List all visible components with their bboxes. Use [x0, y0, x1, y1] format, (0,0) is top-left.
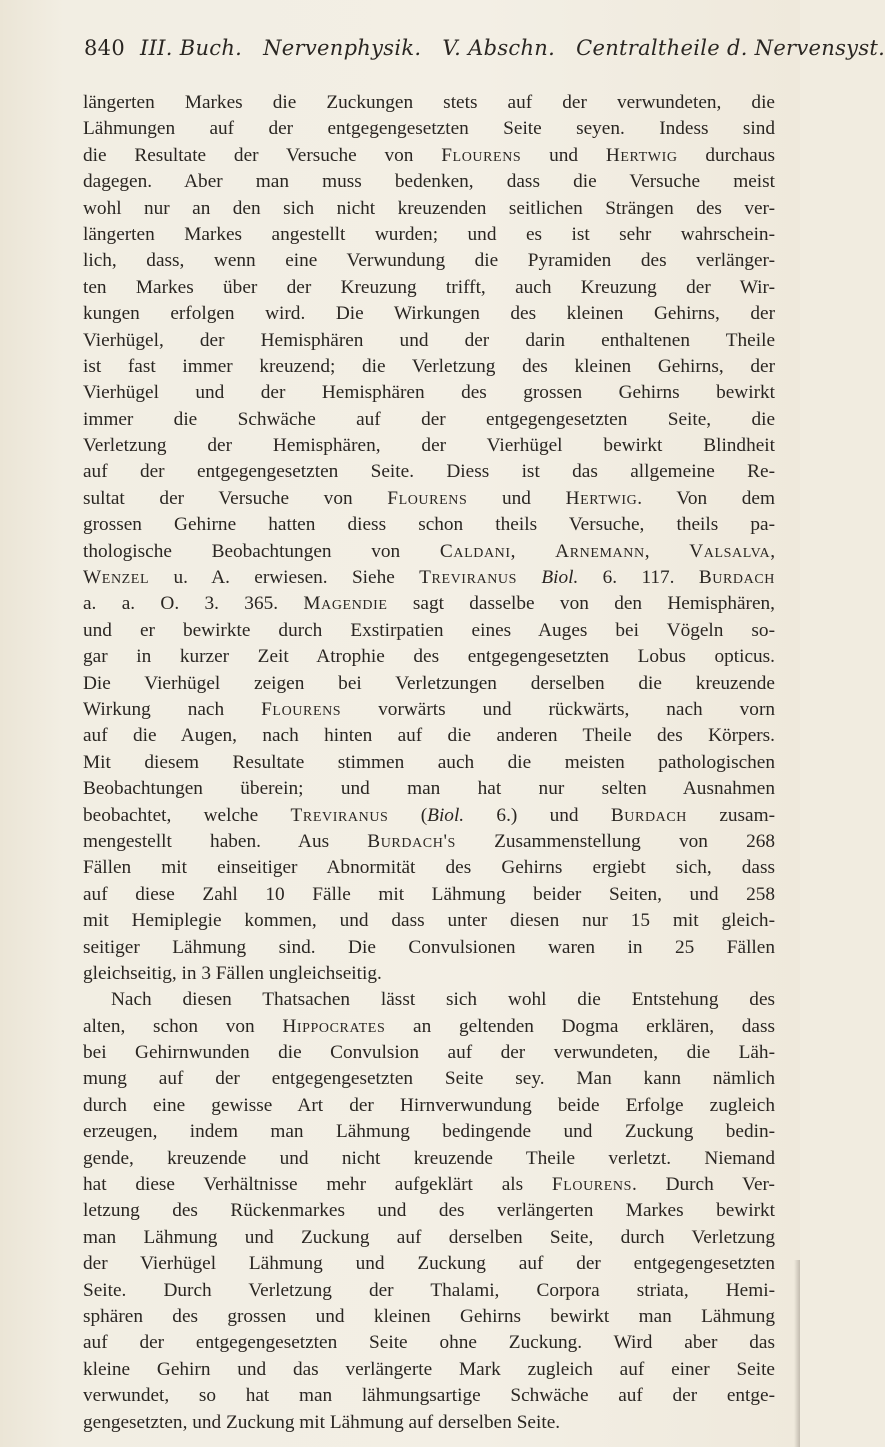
author-name: Caldani — [439, 540, 511, 562]
text-run: Die Vierhügel zeigen bei Verletzungen derselben die kreuzende — [83, 672, 775, 694]
text-run: grossen Gehirne hatten diess schon theils Versuche, theils pa- — [83, 514, 775, 536]
text-run: Beobachtungen überein; und man hat nur selten Ausnahmen — [83, 778, 775, 800]
author-name: Arnemann — [555, 540, 645, 562]
text-line — [83, 1410, 775, 1436]
text-run: gleichseitig, in 3 Fällen ungleichseitig. — [83, 962, 382, 984]
text-line — [83, 1278, 775, 1304]
text-line — [83, 803, 775, 829]
author-name: Valsalva — [689, 540, 771, 562]
text-line — [83, 618, 775, 644]
author-name: Magendie — [303, 593, 388, 615]
text-run: mung auf der entgegengesetzten Seite sey. Man kann nämlich — [83, 1068, 775, 1090]
text-run: Fällen mit einseitiger Abnormität des Gehirns ergiebt sich, dass — [83, 857, 775, 879]
text-run: zusam- — [687, 804, 776, 826]
text-line — [83, 328, 775, 354]
text-line — [83, 750, 775, 776]
text-line — [83, 1146, 775, 1172]
text-run: alten, schon von — [83, 1015, 283, 1037]
text-line — [83, 1014, 775, 1040]
text-run: beobachtet, welche — [83, 804, 291, 826]
text-run: gende, kreuzende und nicht kreuzende Theile verletzt. Niemand — [83, 1147, 775, 1169]
text-run: durchaus — [677, 144, 775, 166]
text-line — [83, 116, 775, 142]
text-line — [83, 671, 775, 697]
text-run: sphären des grossen und kleinen Gehirns bewirkt man Lähmung — [83, 1305, 775, 1327]
text-run: dagegen. Aber man muss bedenken, dass die Versuche meist — [83, 171, 775, 193]
author-name: Burdach — [610, 804, 688, 826]
text-line — [83, 275, 775, 301]
text-line — [83, 1304, 775, 1330]
text-run: thologische Beobachtungen von — [83, 540, 440, 562]
text-run: lich, dass, wenn eine Verwundung die Pyramiden des verlänger- — [83, 250, 775, 272]
text-line — [83, 1357, 775, 1383]
text-run: Vierhügel, der Hemisphären und der darin enthaltenen Theile — [83, 329, 775, 351]
text-run: erzeugen, indem man Lähmung bedingende und Zuckung bedin- — [83, 1121, 775, 1143]
text-line — [83, 1040, 775, 1066]
text-run: der Vierhügel Lähmung und Zuckung auf der entgegengesetzten — [83, 1253, 775, 1275]
author-name: Hertwig — [605, 144, 678, 166]
text-line — [83, 565, 775, 591]
text-line — [83, 961, 775, 987]
text-line — [83, 829, 775, 855]
text-line — [83, 407, 775, 433]
text-line — [83, 248, 775, 274]
text-line — [83, 1198, 775, 1224]
text-line — [83, 90, 775, 116]
text-line — [83, 433, 775, 459]
text-line — [83, 486, 775, 512]
text-run: verwundet, so hat man lähmungsartige Schwäche auf der entge- — [83, 1385, 775, 1407]
author-name: Wenzel — [83, 567, 150, 589]
text-run: , — [644, 540, 690, 562]
text-run: u. A. erwiesen. Siehe — [149, 567, 420, 589]
text-line — [83, 697, 775, 723]
author-name: Hertwig — [565, 487, 638, 509]
text-line — [83, 1383, 775, 1409]
text-run: 6. 117. — [578, 567, 699, 589]
text-run: hat diese Verhältnisse mehr aufgeklärt als — [83, 1174, 552, 1196]
text-run: mengestellt haben. Aus — [83, 830, 368, 852]
text-run: und — [521, 144, 606, 166]
text-line — [83, 1330, 775, 1356]
text-line — [83, 169, 775, 195]
author-name: Treviranus — [419, 567, 518, 589]
text-run: . Von dem — [637, 487, 775, 509]
text-run: ( — [388, 804, 428, 826]
text-run: auf der entgegengesetzten Seite. Diess ist das allgemeine Re- — [83, 461, 775, 483]
text-line — [83, 459, 775, 485]
text-line — [83, 935, 775, 961]
body-text — [83, 90, 775, 1436]
header-chapter: Centraltheile d. Nervensyst. — [576, 36, 885, 60]
text-line — [83, 882, 775, 908]
text-run: seitiger Lähmung sind. Die Convulsionen waren in 25 Fällen — [83, 936, 775, 958]
text-run: die Resultate der Versuche von — [83, 144, 442, 166]
text-run: Seite. Durch Verletzung der Thalami, Corpora striata, Hemi- — [83, 1279, 775, 1301]
text-run: , — [510, 540, 556, 562]
text-run: Verletzung der Hemisphären, der Vierhügel bewirkt Blindheit — [83, 435, 775, 457]
text-run: ten Markes über der Kreuzung trifft, auch Kreuzung der Wir- — [83, 276, 775, 298]
text-line — [83, 143, 775, 169]
text-run: letzung des Rückenmarkes und des verlängerten Markes bewirkt — [83, 1200, 775, 1222]
italic-citation: Biol. — [427, 804, 465, 826]
text-run: Vierhügel und der Hemisphären des grossen Gehirns bewirkt — [83, 382, 775, 404]
text-line — [83, 1066, 775, 1092]
author-name: Flourens — [261, 698, 342, 720]
text-run: Zusammenstellung von 268 — [455, 830, 775, 852]
author-name: Hippocrates — [282, 1015, 386, 1037]
text-run: gengesetzten, und Zuckung mit Lähmung auf derselben Seite. — [83, 1411, 561, 1433]
text-run: immer die Schwäche auf der entgegengesetzten Seite, die — [83, 408, 775, 430]
text-run: ist fast immer kreuzend; die Verletzung des kleinen Gehirns, der — [83, 355, 775, 377]
author-name: Flourens — [551, 1174, 632, 1196]
text-line — [83, 1172, 775, 1198]
text-line — [83, 1225, 775, 1251]
text-run: gar in kurzer Zeit Atrophie des entgegengesetzten Lobus opticus. — [83, 646, 775, 668]
author-name: Flourens — [441, 144, 522, 166]
text-run: längerten Markes angestellt wurden; und es ist sehr wahrschein- — [83, 223, 775, 245]
text-run: bei Gehirnwunden die Convulsion auf der verwundeten, die Läh- — [83, 1042, 775, 1064]
author-name: Burdach — [698, 567, 776, 589]
text-run: Wirkung nach — [83, 698, 262, 720]
text-line — [83, 723, 775, 749]
text-line — [83, 591, 775, 617]
text-run: kleine Gehirn und das verlängerte Mark zugleich auf einer Seite — [83, 1358, 775, 1380]
text-line — [83, 776, 775, 802]
text-run: vorwärts und rückwärts, nach vorn — [341, 698, 776, 720]
text-line — [83, 987, 775, 1013]
text-run: durch eine gewisse Art der Hirnverwundung beide Erfolge zugleich — [83, 1094, 775, 1116]
text-line — [83, 1251, 775, 1277]
text-run: Nach diesen Thatsachen lässt sich wohl die Entstehung des — [111, 989, 775, 1011]
text-run: man Lähmung und Zuckung auf derselben Seite, durch Verletzung — [83, 1226, 775, 1248]
text-line — [83, 196, 775, 222]
text-run: a. a. O. 3. 365. — [83, 593, 304, 615]
text-line — [83, 301, 775, 327]
italic-citation: Biol. — [541, 567, 579, 589]
text-run: längerten Markes die Zuckungen stets auf der verwundeten, die — [83, 92, 775, 113]
text-run: Lähmungen auf der entgegengesetzten Seite seyen. Indess sind — [83, 118, 775, 140]
text-run: auf der entgegengesetzten Seite ohne Zuckung. Wird aber das — [83, 1332, 775, 1354]
text-line — [83, 539, 775, 565]
text-line — [83, 222, 775, 248]
text-run: auf die Augen, nach hinten auf die anderen Theile des Körpers. — [83, 725, 775, 747]
text-line — [83, 1119, 775, 1145]
text-run: 6.) und — [464, 804, 611, 826]
text-line — [83, 908, 775, 934]
text-run: , — [770, 540, 776, 562]
text-run: . Durch Ver- — [631, 1174, 775, 1196]
page-edge-shadow — [794, 1260, 800, 1447]
text-run: Mit diesem Resultate stimmen auch die meisten pathologischen — [83, 751, 775, 773]
page-number: 840 — [84, 36, 125, 60]
text-line — [83, 512, 775, 538]
header-section: V. Abschn. — [442, 36, 556, 60]
text-line — [83, 855, 775, 881]
text-line — [83, 1093, 775, 1119]
running-header — [84, 36, 885, 60]
text-line — [83, 380, 775, 406]
author-name: Treviranus — [290, 804, 389, 826]
text-run: sagt dasselbe von den Hemisphären, — [387, 593, 775, 615]
text-run: wohl nur an den sich nicht kreuzenden seitlichen Strängen des ver- — [83, 197, 775, 219]
header-book: III. Buch. — [139, 36, 243, 60]
text-run: an geltenden Dogma erklären, dass — [385, 1015, 775, 1037]
author-name: Flourens — [387, 487, 468, 509]
text-run: und — [467, 487, 566, 509]
text-run: mit Hemiplegie kommen, und dass unter diesen nur 15 mit gleich- — [83, 910, 775, 932]
text-run: auf diese Zahl 10 Fälle mit Lähmung beider Seiten, und 258 — [83, 883, 775, 905]
author-name: Burdach's — [367, 830, 456, 852]
text-line — [83, 354, 775, 380]
text-run: sultat der Versuche von — [83, 487, 388, 509]
text-run: und er bewirkte durch Exstirpatien eines Auges bei Vögeln so- — [83, 619, 775, 641]
text-run — [517, 567, 541, 588]
text-run: kungen erfolgen wird. Die Wirkungen des kleinen Gehirns, der — [83, 303, 775, 325]
text-line — [83, 644, 775, 670]
header-subject: Nervenphysik. — [263, 36, 422, 60]
